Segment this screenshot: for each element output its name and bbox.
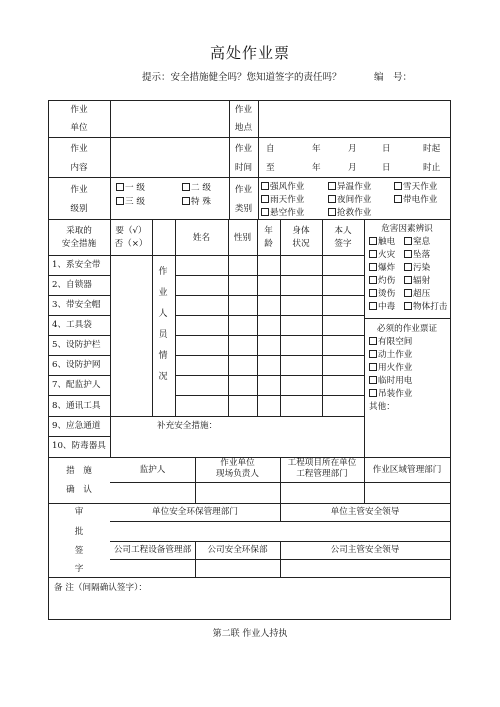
no-header: 否（×） — [114, 239, 148, 249]
work-unit-label-1: 作业 — [70, 105, 88, 115]
header-signature-1: 本人 — [334, 226, 352, 236]
approval-vertical-1: 审 — [74, 507, 84, 517]
header-age-2: 龄 — [264, 239, 273, 249]
permit-checkbox[interactable]: 临时用电 — [369, 375, 412, 387]
hazard-checkbox[interactable]: 灼伤 — [369, 275, 395, 287]
type-checkbox[interactable]: 异温作业 — [328, 181, 371, 193]
level-checkbox[interactable]: 一 级 — [116, 182, 145, 194]
confirm-header-site-leader: 作业单位 现场负责人 — [216, 458, 259, 479]
form-title: 高处作业票 — [209, 44, 290, 62]
measure-item: 7、配监护人 — [52, 380, 101, 390]
header-health-1: 身体 — [292, 226, 310, 236]
confirm-label-2: 确 认 — [66, 485, 92, 495]
work-level-label-1: 作业 — [70, 185, 88, 195]
permit-checkbox[interactable]: 有限空间 — [369, 336, 412, 348]
permit-checkbox[interactable]: 用火作业 — [369, 362, 412, 374]
measure-item: 3、带安全帽 — [52, 300, 101, 310]
work-time-label-2: 时间 — [234, 163, 253, 173]
work-content-label-1: 作业 — [70, 144, 88, 154]
type-checkbox[interactable]: 雨天作业 — [261, 194, 304, 206]
hazard-checkbox[interactable]: 超压 — [404, 288, 430, 300]
measure-item: 9、应急通道 — [52, 421, 101, 431]
approval-unit-safety-dept: 单位安全环保管理部门 — [152, 507, 238, 517]
hazard-checkbox[interactable]: 火灾 — [369, 249, 395, 261]
header-health-2: 状况 — [292, 239, 310, 249]
time-to-month: 月 — [348, 163, 357, 173]
measure-item: 10、防毒器具 — [52, 441, 106, 451]
time-to-year: 年 — [312, 163, 321, 173]
hazard-title: 危害因素辨识 — [381, 224, 433, 234]
measure-item: 4、工具袋 — [52, 320, 92, 330]
type-checkbox[interactable]: 强风作业 — [261, 181, 304, 193]
measure-item: 6、设防护网 — [52, 360, 101, 370]
time-to-day: 日 — [382, 163, 391, 173]
work-location-label-1: 作业 — [234, 105, 253, 115]
confirm-label-1: 措 施 — [66, 466, 92, 476]
hazard-checkbox[interactable]: 污染 — [404, 262, 430, 274]
supplement-measures-label: 补充安全措施： — [157, 421, 218, 431]
header-age-1: 年 — [264, 226, 273, 236]
hazard-checkbox[interactable]: 物体打击 — [404, 301, 447, 313]
time-from-prefix: 自 — [266, 144, 275, 154]
work-location-label-2: 地点 — [234, 123, 253, 133]
work-level-label-2: 级别 — [70, 204, 88, 214]
hazard-checkbox[interactable]: 坠落 — [404, 249, 430, 261]
remarks-label: 备 注（间隔确认签字）： — [54, 583, 147, 593]
approval-company-safety-leader: 公司主管安全领导 — [330, 545, 400, 555]
header-signature-2: 签字 — [334, 239, 352, 249]
level-checkbox[interactable]: 二 级 — [182, 182, 211, 194]
time-from-day: 日 — [382, 144, 391, 154]
personnel-vertical-label: 作 业 人 员 情 况 — [158, 267, 168, 382]
confirm-header-area-dept: 作业区域管理部门 — [372, 465, 442, 475]
measure-item: 2、自锁器 — [52, 280, 92, 290]
copy-footer: 第二联 作业人持执 — [212, 629, 288, 639]
measure-item: 5、设防护栏 — [52, 340, 101, 350]
work-unit-label-2: 单位 — [70, 123, 88, 133]
level-checkbox[interactable]: 特 殊 — [182, 196, 211, 208]
time-from-hour: 时起 — [423, 144, 441, 154]
hazard-checkbox[interactable]: 烫伤 — [369, 288, 395, 300]
confirm-header-project-dept: 工程项目所在单位 工程管理部门 — [287, 458, 357, 479]
yes-header: 要（√） — [115, 226, 147, 236]
hazard-checkbox[interactable]: 辐射 — [404, 275, 430, 287]
approval-company-engineering: 公司工程设备管理部 — [113, 545, 192, 555]
serial-number-label: 编 号： — [374, 72, 413, 83]
type-checkbox[interactable]: 带电作业 — [394, 194, 437, 206]
approval-vertical-3: 签 — [74, 546, 84, 556]
measure-item: 1、系安全带 — [52, 260, 101, 270]
confirm-header-guardian: 监护人 — [139, 465, 166, 475]
work-time-label-1: 作业 — [234, 144, 253, 154]
time-from-month: 月 — [348, 144, 357, 154]
permit-title: 必须的作业票证 — [376, 324, 438, 334]
work-content-label-2: 内容 — [70, 163, 88, 173]
time-from-year: 年 — [312, 144, 321, 154]
measures-header-2: 安全措施 — [61, 239, 97, 249]
header-gender: 性别 — [233, 233, 252, 243]
work-type-label-1: 作业 — [234, 185, 253, 195]
header-name: 姓名 — [192, 233, 211, 243]
approval-vertical-2: 批 — [74, 527, 84, 537]
time-to-prefix: 至 — [266, 163, 275, 173]
permit-checkbox[interactable]: 吊装作业 — [369, 388, 412, 400]
hazard-checkbox[interactable]: 爆炸 — [369, 262, 395, 274]
approval-company-safety-dept: 公司安全环保部 — [207, 545, 268, 555]
time-to-hour: 时止 — [423, 163, 441, 173]
approval-vertical-4: 字 — [74, 564, 84, 574]
type-checkbox[interactable]: 悬空作业 — [261, 207, 304, 219]
work-type-label-2: 类别 — [234, 204, 253, 214]
level-checkbox[interactable]: 三 级 — [116, 196, 145, 208]
type-checkbox[interactable]: 雪天作业 — [394, 181, 437, 193]
type-checkbox[interactable]: 抢救作业 — [328, 207, 371, 219]
safety-prompt: 提示：安全措施健全吗？您知道签字的责任吗？ — [142, 72, 342, 83]
hazard-checkbox[interactable]: 中毒 — [369, 301, 395, 313]
measures-header-1: 采取的 — [66, 226, 92, 236]
measure-item: 8、通讯工具 — [52, 401, 101, 411]
hazard-checkbox[interactable]: 窒息 — [404, 236, 430, 248]
approval-unit-safety-leader: 单位主管安全领导 — [330, 507, 400, 517]
hazard-checkbox[interactable]: 触电 — [369, 236, 395, 248]
type-checkbox[interactable]: 夜间作业 — [328, 194, 371, 206]
other-label: 其他： — [369, 402, 395, 412]
permit-checkbox[interactable]: 动土作业 — [369, 349, 412, 361]
